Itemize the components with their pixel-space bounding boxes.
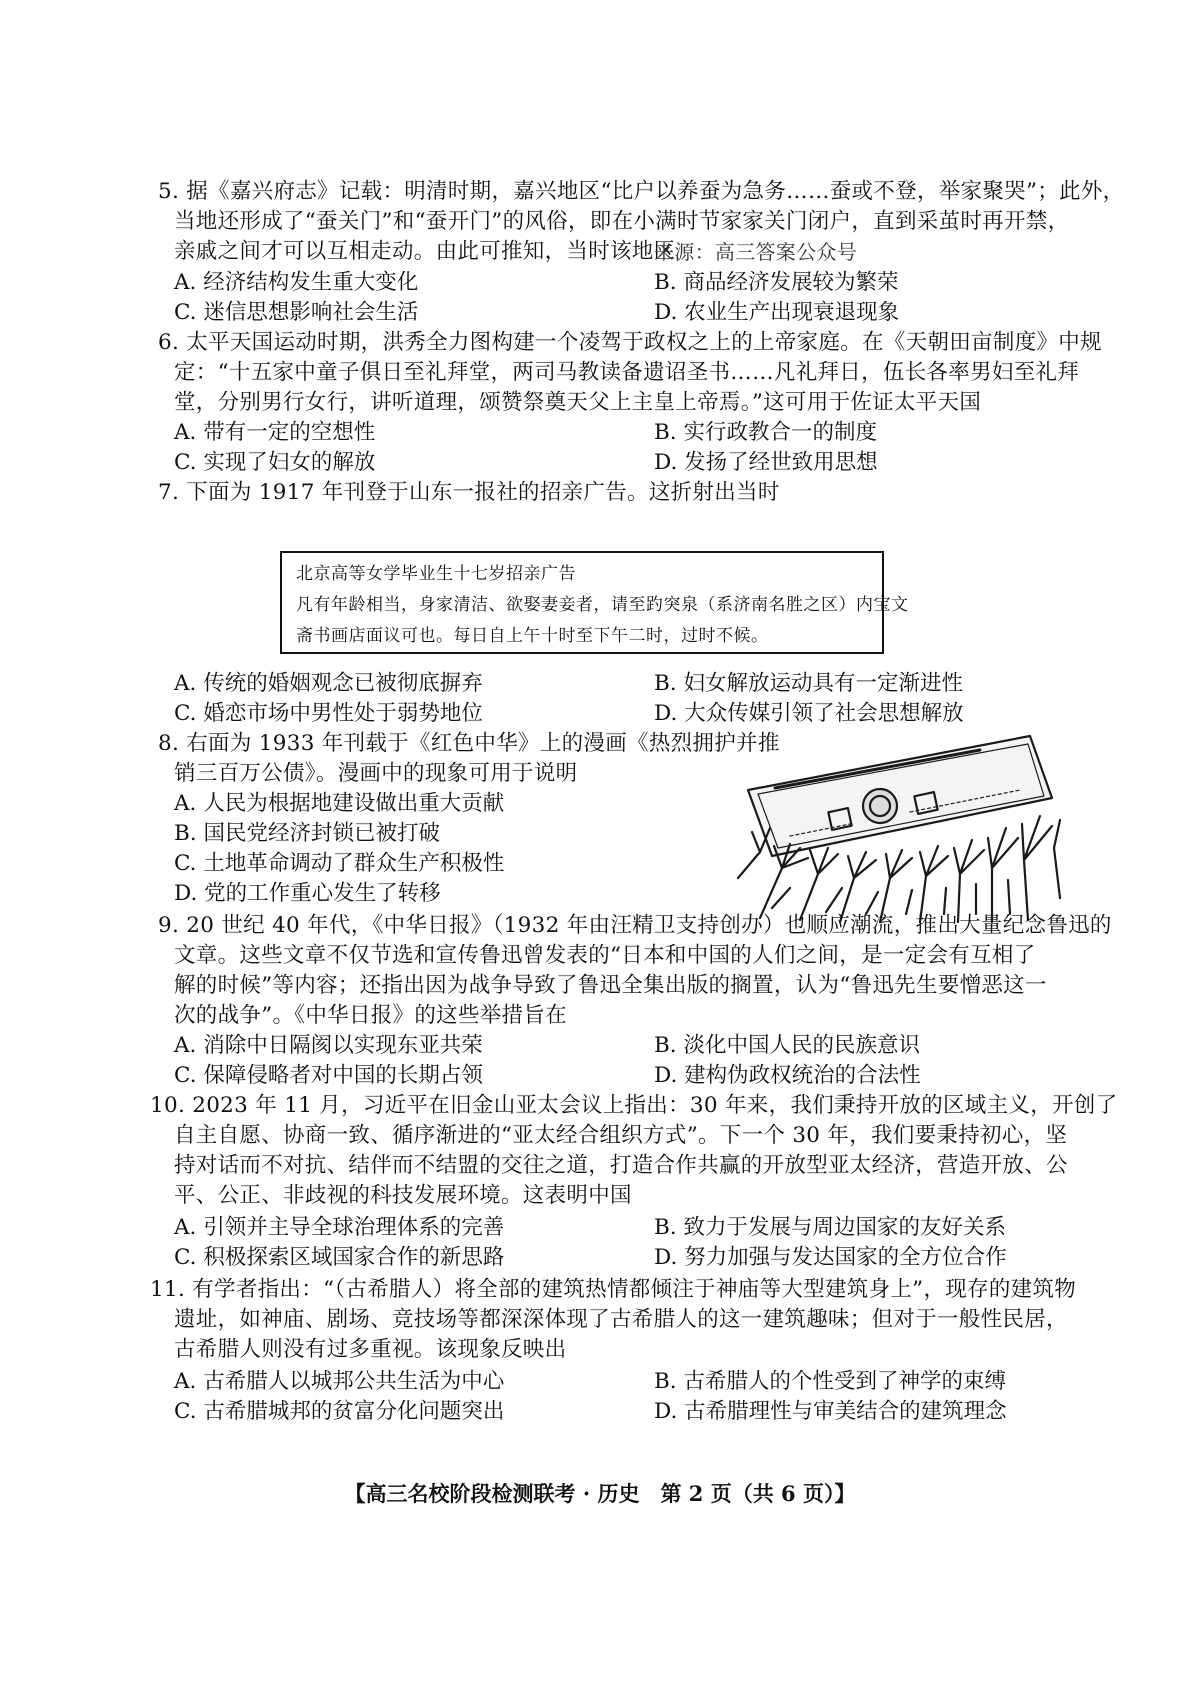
q9-option-d: D. 建构伪政权统治的合法性 — [654, 1063, 921, 1088]
q7-stem-line-1: 7. 下面为 1917 年刊登于山东一报社的招亲广告。这折射出当时 — [158, 480, 780, 505]
q8-option-c: C. 土地革命调动了群众生产积极性 — [174, 851, 505, 876]
q9-option-a: A. 消除中日隔阂以实现东亚共荣 — [174, 1033, 483, 1058]
ad-line: 斋书画店面议可也。每日自上午十时至下午二时，过时不候。 — [296, 626, 769, 646]
q7-option-d: D. 大众传媒引领了社会思想解放 — [654, 701, 964, 726]
bond-cartoon-illustration — [730, 728, 1075, 923]
source-note: 来源：高三答案公众号 — [654, 240, 857, 264]
q6-stem-line-1: 6. 太平天国运动时期，洪秀全力图构建一个凌驾于政权之上的上帝家庭。在《天朝田亩制度》中规 — [158, 330, 1102, 355]
q5-option-a: A. 经济结构发生重大变化 — [174, 270, 419, 295]
q7-option-c: C. 婚恋市场中男性处于弱势地位 — [174, 701, 483, 726]
q5-option-d: D. 农业生产出现衰退现象 — [654, 300, 900, 325]
q9-option-c: C. 保障侵略者对中国的长期占领 — [174, 1063, 483, 1088]
page-footer: 【高三名校阶段检测联考 · 历史 第 2 页（共 6 页）】 — [344, 1481, 856, 1506]
q6-stem-line-3: 堂，分别男行女行，讲听道理，颂赞祭奠天父上主皇上帝焉。”这可用于佐证太平天国 — [174, 390, 982, 415]
q10-option-c: C. 积极探索区域国家合作的新思路 — [174, 1245, 505, 1270]
q7-option-b: B. 妇女解放运动具有一定渐进性 — [654, 671, 963, 696]
q8-option-b: B. 国民党经济封锁已被打破 — [174, 821, 440, 846]
q11-option-d: D. 古希腊理性与审美结合的建筑理念 — [654, 1399, 1007, 1424]
q5-option-b: B. 商品经济发展较为繁荣 — [654, 270, 899, 295]
q10-option-d: D. 努力加强与发达国家的全方位合作 — [654, 1245, 1007, 1270]
q9-option-b: B. 淡化中国人民的民族意识 — [654, 1033, 920, 1058]
q5-option-c: C. 迷信思想影响社会生活 — [174, 300, 419, 325]
q11-stem-line-3: 古希腊人则没有过多重视。该现象反映出 — [174, 1337, 567, 1362]
q6-option-d: D. 发扬了经世致用思想 — [654, 450, 878, 475]
q6-option-b: B. 实行政教合一的制度 — [654, 420, 877, 445]
q10-stem-line-4: 平、公正、非歧视的科技发展环境。这表明中国 — [174, 1183, 632, 1208]
q11-option-a: A. 古希腊人以城邦公共生活为中心 — [174, 1369, 505, 1394]
q8-option-d: D. 党的工作重心发生了转移 — [174, 881, 441, 906]
q9-stem-line-3: 解的时候”等内容；还指出因为战争导致了鲁迅全集出版的搁置，认为“鲁迅先生要憎恶这一 — [174, 973, 1047, 998]
q6-option-a: A. 带有一定的空想性 — [174, 420, 376, 445]
q6-stem-line-2: 定：“十五家中童子俱日至礼拜堂，两司马教读备遗诏圣书……凡礼拜日，伍长各率男妇至礼拜 — [174, 360, 1080, 385]
q10-stem-line-2: 自主自愿、协商一致、循序渐进的“亚太经合组织方式”。下一个 30 年，我们要秉持初心，坚 — [174, 1123, 1068, 1148]
q5-stem-line-3: 亲戚之间才可以互相走动。由此可推知，当时该地区 — [174, 239, 676, 264]
q10-stem-line-1: 10. 2023 年 11 月，习近平在旧金山亚太会议上指出：30 年来，我们秉持开放的区域主义，开创了 — [150, 1093, 1118, 1118]
q9-stem-line-4: 次的战争”。《中华日报》的这些举措旨在 — [174, 1003, 567, 1028]
q11-option-b: B. 古希腊人的个性受到了神学的束缚 — [654, 1369, 1006, 1394]
q11-stem-line-1: 11. 有学者指出：“（古希腊人）将全部的建筑热情都倾注于神庙等大型建筑身上”，现存的建筑物 — [150, 1277, 1077, 1302]
q11-stem-line-2: 遗址，如神庙、剧场、竞技场等都深深体现了古希腊人的这一建筑趣味；但对于一般性民居， — [174, 1307, 1068, 1332]
q5-stem-line-1: 5. 据《嘉兴府志》记载：明清时期，嘉兴地区“比户以养蚕为急务……蚕或不登，举家聚哭”；此外， — [158, 179, 1125, 204]
bond-certificate — [748, 736, 1052, 856]
q5-stem-line-2: 当地还形成了“蚕关门”和“蚕开门”的风俗，即在小满时节家家关门闭户，直到采茧时再开禁， — [174, 209, 1070, 234]
q6-option-c: C. 实现了妇女的解放 — [174, 450, 376, 475]
ad-title: 北京高等女学毕业生十七岁招亲广告 — [296, 564, 576, 584]
q8-stem-line-2: 销三百万公债》。漫画中的现象可用于说明 — [174, 761, 578, 786]
q11-option-c: C. 古希腊城邦的贫富分化问题突出 — [174, 1399, 505, 1424]
q10-stem-line-3: 持对话而不对抗、结伴而不结盟的交往之道，打造合作共赢的开放型亚太经济，营造开放、公 — [174, 1153, 1068, 1178]
q9-stem-line-1: 9. 20 世纪 40 年代，《中华日报》（1932 年由汪精卫支持创办）也顺应潮流，推出大量纪念鲁迅的 — [158, 913, 1112, 938]
q8-option-a: A. 人民为根据地建设做出重大贡献 — [174, 791, 505, 816]
ad-line: 凡有年龄相当，身家清洁、欲娶妻妾者，请至趵突泉（系济南名胜之区）内宝文 — [296, 595, 909, 615]
marriage-advertisement-box — [280, 551, 909, 654]
q10-option-b: B. 致力于发展与周边国家的友好关系 — [654, 1215, 1006, 1240]
q9-stem-line-2: 文章。这些文章不仅节选和宣传鲁迅曾发表的“日本和中国的人们之间，是一定会有互相了 — [174, 943, 1036, 968]
q10-option-a: A. 引领并主导全球治理体系的完善 — [174, 1215, 505, 1240]
q7-option-a: A. 传统的婚姻观念已被彻底摒弃 — [174, 671, 483, 696]
q8-stem-line-1: 8. 右面为 1933 年刊载于《红色中华》上的漫画《热烈拥护并推 — [158, 731, 780, 756]
